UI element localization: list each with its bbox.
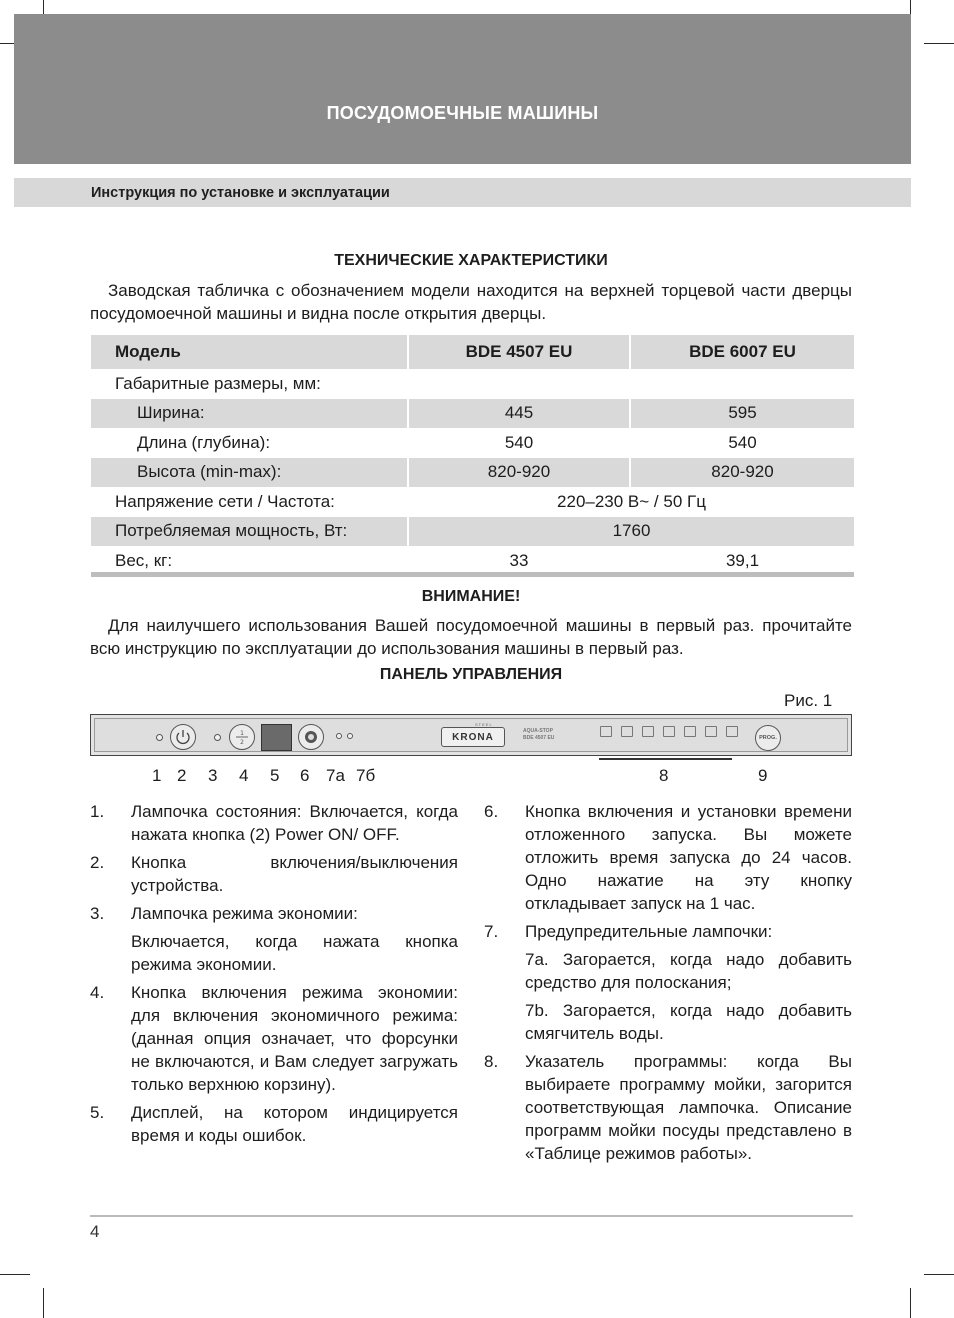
header-model-2: BDE 6007 EU	[631, 335, 854, 369]
aqua-stop-label: AQUA-STOP	[523, 728, 553, 734]
row-label: Высота (min-max):	[91, 458, 407, 488]
list-item-number: 1.	[90, 802, 105, 821]
list-item-text: Указатель программы: когда Вы выбираете программу мойки, загорится соответствующая лампочка. Описание программ мойки посуды представлено в «Таблице режимов работы».	[525, 1052, 852, 1163]
salt-led	[347, 733, 353, 739]
list-item	[484, 1050, 852, 1165]
subheader-bar	[14, 178, 911, 207]
list-item	[90, 930, 458, 976]
control-panel-illustration	[90, 714, 852, 756]
callout-number: 3	[208, 766, 218, 785]
delay-start-button	[298, 724, 324, 750]
list-item-text: Дисплей, на котором индицируется время и коды ошибок.	[131, 1103, 458, 1145]
program-icon	[621, 726, 633, 737]
list-item-number: 4.	[90, 983, 105, 1002]
list-right	[484, 800, 852, 1170]
crop-mark	[910, 1288, 911, 1318]
callout-number: 2	[177, 766, 187, 785]
list-item-number: 3.	[90, 904, 105, 923]
list-item	[90, 902, 458, 925]
list-item-text: Лампочка состояния: Включается, когда нажата кнопка (2) Power ON/ OFF.	[131, 802, 458, 844]
crop-mark	[924, 43, 954, 44]
table-row	[91, 369, 854, 399]
program-button	[755, 725, 781, 751]
row-value: 820-920	[631, 458, 854, 488]
row-value: 220–230 В~ / 50 Гц	[557, 491, 706, 511]
spec-table-header	[91, 335, 854, 369]
list-item-text: Предупредительные лампочки:	[525, 922, 773, 941]
panel-model: BDE 4507 EU	[523, 735, 555, 741]
svg-text:1: 1	[240, 730, 244, 737]
clock-icon	[299, 725, 323, 749]
warning-text: Для наилучшего использования Вашей посудомоечной машины в первый раз. прочитайте всю инструкцию по эксплуатации до использования машины в первый раз.	[90, 616, 852, 658]
list-item	[484, 948, 852, 994]
callout-number: 5	[270, 766, 280, 785]
rinse-aid-led	[336, 733, 342, 739]
list-item-number: 5.	[90, 1103, 105, 1122]
program-icon	[705, 726, 717, 737]
table-row	[91, 428, 854, 458]
list-item	[484, 999, 852, 1045]
callout-number: 7б	[356, 766, 376, 785]
row-label: Напряжение сети / Частота:	[115, 491, 335, 511]
list-item-number: 6.	[484, 802, 499, 821]
figure-label: Рис. 1	[784, 691, 833, 710]
row-value: 445	[409, 399, 629, 429]
control-panel-frame	[94, 718, 848, 752]
row-label: Вес, кг:	[115, 550, 173, 570]
crop-mark	[0, 1274, 30, 1275]
list-item-number: 7.	[484, 922, 499, 941]
status-led	[156, 734, 163, 741]
list-item-text: Кнопка включения режима экономии: для включения экономичного режима: (данная опция означает, что форсунки не включаются, и Вам следует загружать только верхнюю корзину).	[131, 983, 458, 1094]
list-item-text: 7a. Загорается, когда надо добавить средство для полоскания;	[525, 950, 852, 992]
half-load-icon	[230, 725, 254, 749]
row-value: 33	[509, 550, 529, 570]
callout-number: 1	[152, 766, 162, 785]
specs-intro: Заводская табличка с обозначением модели находится на верхней торцевой части дверцы посудомоечной машины и видна после открытия дверцы.	[90, 281, 852, 323]
specs-heading: ТЕХНИЧЕСКИЕ ХАРАКТЕРИСТИКИ	[334, 252, 608, 269]
brand-logo	[441, 727, 505, 747]
list-item	[90, 800, 458, 846]
program-button-label: PROG.	[759, 735, 777, 741]
list-item-number: 8.	[484, 1052, 499, 1071]
panel-heading: ПАНЕЛЬ УПРАВЛЕНИЯ	[379, 666, 563, 683]
callout-number: 4	[239, 766, 249, 785]
program-icon	[684, 726, 696, 737]
model-label	[523, 728, 554, 742]
row-label: Длина (глубина):	[137, 432, 271, 452]
brand-sub: STEEL	[475, 722, 493, 727]
brand-name: KRONA	[452, 731, 494, 743]
crop-mark	[924, 1274, 954, 1275]
list-item-text: 7b. Загорается, когда надо добавить смягчитель воды.	[525, 1001, 852, 1043]
subheader-text: Инструкция по установке и эксплуатации	[91, 185, 390, 201]
page-header	[14, 14, 911, 164]
program-icon	[600, 726, 612, 737]
list-item	[484, 920, 852, 943]
list-item-number: 2.	[90, 853, 105, 872]
row-label: Потребляемая мощность, Вт:	[91, 517, 407, 547]
program-icon	[726, 726, 738, 737]
row-value: 595	[631, 399, 854, 429]
table-row	[91, 487, 854, 517]
row-value: 820-920	[409, 458, 629, 488]
eco-button	[229, 724, 255, 750]
table-row	[91, 399, 854, 429]
spec-table	[91, 335, 854, 576]
header-model-label: Модель	[91, 335, 407, 369]
svg-text:2: 2	[240, 739, 244, 746]
header-model-1: BDE 4507 EU	[409, 335, 629, 369]
callout-number: 9	[758, 766, 768, 785]
list-item	[90, 851, 458, 897]
list-item-text: Кнопка включения и установки времени отложенного запуска. Вы можете отложить время запуска до 24 часов. Одно нажатие на эту кнопку откладывает запуск на 1 час.	[525, 802, 852, 913]
warning-heading: ВНИМАНИЕ!	[421, 588, 521, 605]
row-value: 39,1	[725, 550, 760, 570]
power-icon	[171, 725, 195, 749]
row-label: Габаритные размеры, мм:	[115, 373, 321, 393]
display	[261, 724, 292, 751]
crop-mark	[43, 1288, 44, 1318]
row-value: 540	[728, 432, 757, 452]
list-item	[90, 981, 458, 1096]
power-button	[170, 724, 196, 750]
table-bottom-rule	[91, 572, 854, 577]
callout-number: 7а	[326, 766, 345, 785]
program-indicator-bracket	[599, 758, 732, 760]
row-label: Ширина:	[91, 399, 407, 429]
footer-rule	[90, 1215, 853, 1217]
list-item-text: Лампочка режима экономии:	[131, 904, 358, 923]
page-title: ПОСУДОМОЕЧНЫЕ МАШИНЫ	[326, 103, 599, 123]
row-value: 540	[504, 432, 534, 452]
list-item-text: Включается, когда нажата кнопка режима экономии.	[131, 932, 458, 974]
list-item	[90, 1101, 458, 1147]
list-item-text: Кнопка включения/выключения устройства.	[131, 853, 458, 895]
table-row	[91, 458, 854, 488]
program-icon	[642, 726, 654, 737]
page-number: 4	[90, 1222, 100, 1241]
table-row	[91, 517, 854, 547]
list-item	[484, 800, 852, 915]
callout-number: 8	[659, 766, 669, 785]
row-value: 1760	[409, 517, 854, 547]
list-left	[90, 800, 458, 1152]
program-icon	[663, 726, 675, 737]
eco-led	[214, 734, 221, 741]
callout-number: 6	[300, 766, 310, 785]
